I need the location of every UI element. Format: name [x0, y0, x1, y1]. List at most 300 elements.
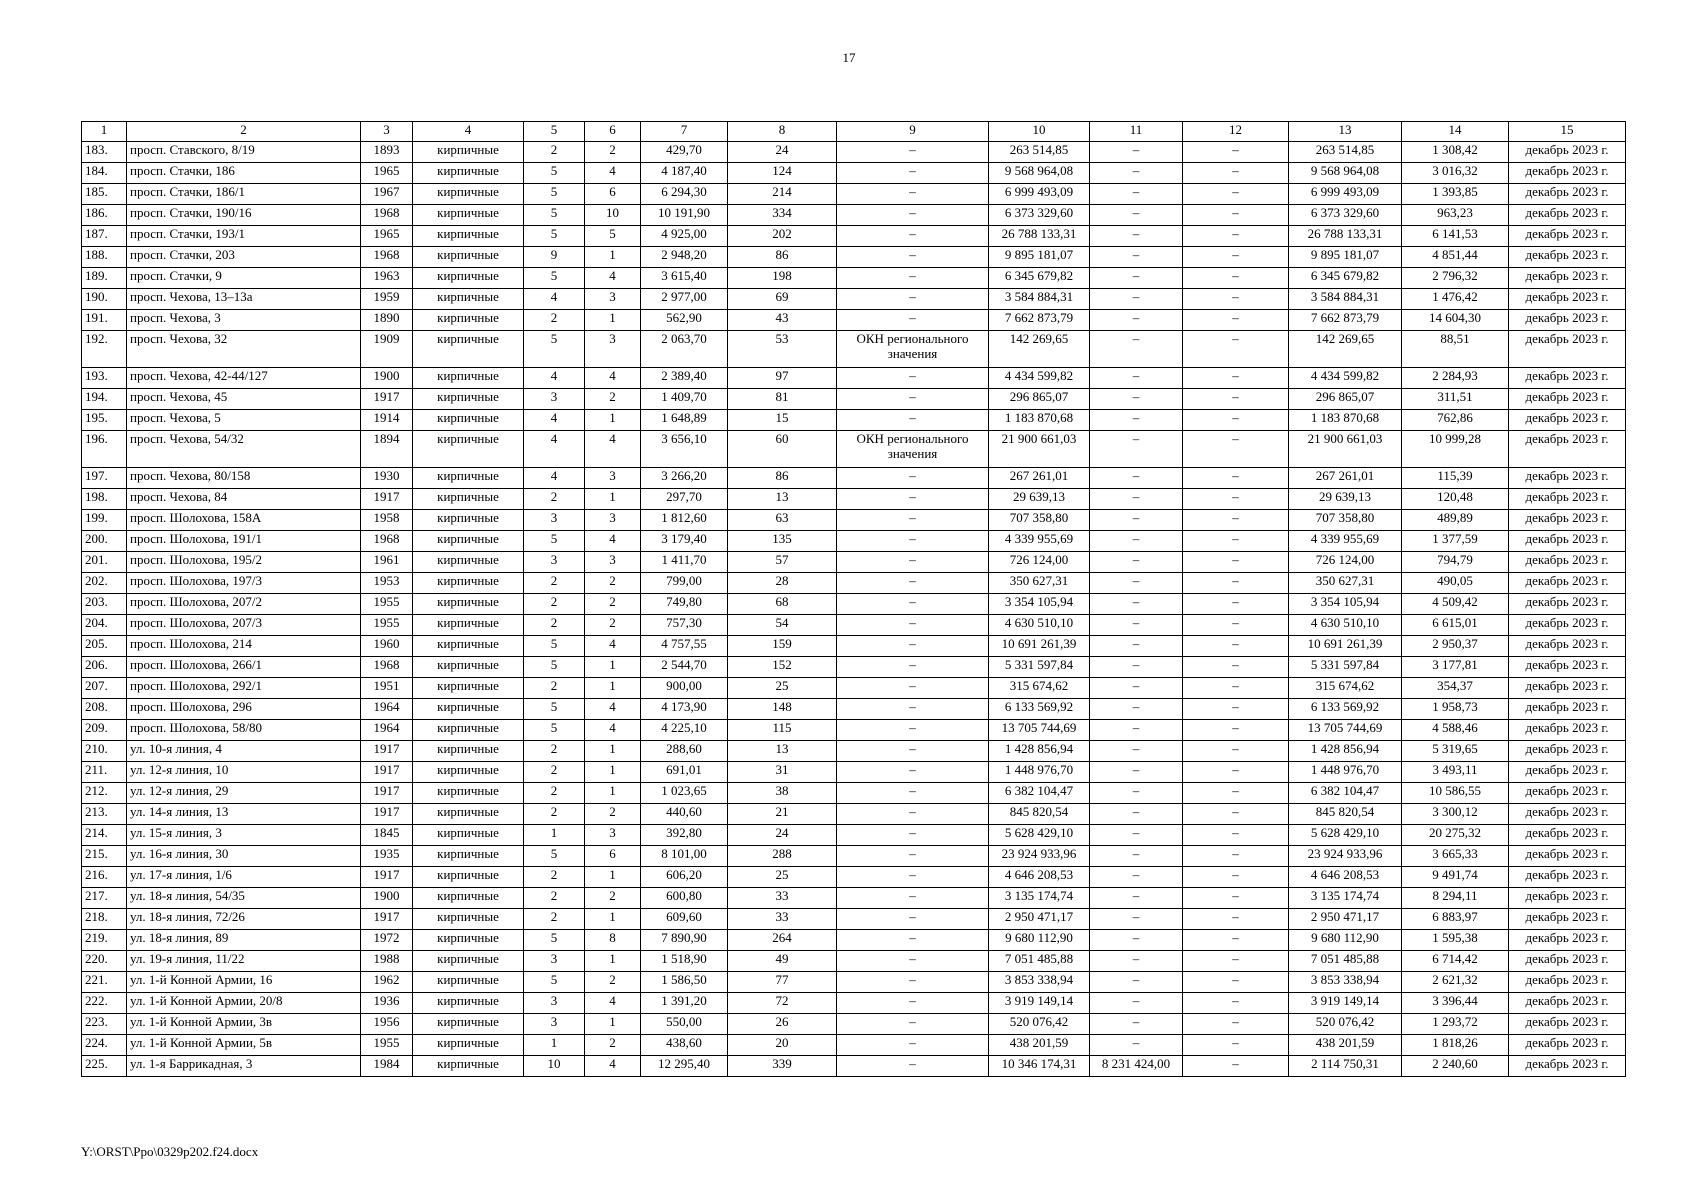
cell-area: 1 648,89 [641, 410, 728, 431]
cell-deadline: декабрь 2023 г. [1509, 678, 1626, 699]
cell-wall-material: кирпичные [413, 552, 524, 573]
cell-address: просп. Стачки, 186 [127, 163, 361, 184]
cell-heritage-status: – [837, 930, 989, 951]
cell-row-number: 199. [82, 510, 127, 531]
cell-cost-per-unit: 10 586,55 [1402, 783, 1509, 804]
cell-row-number: 189. [82, 268, 127, 289]
cell-entrances: 3 [585, 289, 641, 310]
table-row [82, 909, 1626, 930]
cell-entrances: 1 [585, 762, 641, 783]
cell-cost-per-unit: 3 493,11 [1402, 762, 1509, 783]
cell-row-number: 183. [82, 142, 127, 163]
cell-deadline: декабрь 2023 г. [1509, 804, 1626, 825]
table-row [82, 247, 1626, 268]
cell-cost-col-12: – [1183, 531, 1289, 552]
cell-residents: 15 [728, 410, 837, 431]
cell-cost-per-unit: 311,51 [1402, 389, 1509, 410]
cell-cost-col-12: – [1183, 657, 1289, 678]
cell-area: 440,60 [641, 804, 728, 825]
cell-area: 600,80 [641, 888, 728, 909]
cell-heritage-status: – [837, 951, 989, 972]
cell-cost-per-unit: 10 999,28 [1402, 431, 1509, 468]
cell-residents: 334 [728, 205, 837, 226]
cell-address: ул. 1-й Конной Армии, 20/8 [127, 993, 361, 1014]
cell-year-built: 1914 [361, 410, 413, 431]
cell-residents: 24 [728, 825, 837, 846]
cell-cost-col-12: – [1183, 1056, 1289, 1077]
cell-cost-col-11: – [1090, 289, 1183, 310]
cell-heritage-status: – [837, 678, 989, 699]
cell-year-built: 1917 [361, 489, 413, 510]
cell-year-built: 1965 [361, 226, 413, 247]
cell-row-number: 187. [82, 226, 127, 247]
cell-area: 7 890,90 [641, 930, 728, 951]
cell-cost-total: 726 124,00 [989, 552, 1090, 573]
cell-wall-material: кирпичные [413, 268, 524, 289]
cell-year-built: 1893 [361, 142, 413, 163]
cell-row-number: 197. [82, 468, 127, 489]
cell-area: 1 409,70 [641, 389, 728, 410]
cell-year-built: 1984 [361, 1056, 413, 1077]
cell-entrances: 6 [585, 184, 641, 205]
cell-heritage-status: – [837, 268, 989, 289]
cell-residents: 69 [728, 289, 837, 310]
cell-residents: 288 [728, 846, 837, 867]
cell-floors: 3 [524, 389, 585, 410]
cell-cost-col-13: 6 382 104,47 [1289, 783, 1402, 804]
cell-residents: 115 [728, 720, 837, 741]
cell-cost-per-unit: 354,37 [1402, 678, 1509, 699]
cell-area: 392,80 [641, 825, 728, 846]
table-row [82, 636, 1626, 657]
cell-cost-per-unit: 794,79 [1402, 552, 1509, 573]
cell-cost-col-11: – [1090, 368, 1183, 389]
cell-address: просп. Стачки, 190/16 [127, 205, 361, 226]
cell-area: 1 391,20 [641, 993, 728, 1014]
cell-floors: 5 [524, 184, 585, 205]
cell-floors: 5 [524, 972, 585, 993]
cell-cost-col-11: – [1090, 741, 1183, 762]
cell-area: 1 023,65 [641, 783, 728, 804]
cell-year-built: 1900 [361, 368, 413, 389]
cell-deadline: декабрь 2023 г. [1509, 930, 1626, 951]
cell-area: 562,90 [641, 310, 728, 331]
cell-cost-total: 3 584 884,31 [989, 289, 1090, 310]
cell-floors: 2 [524, 142, 585, 163]
cell-floors: 5 [524, 268, 585, 289]
cell-cost-total: 267 261,01 [989, 468, 1090, 489]
cell-deadline: декабрь 2023 г. [1509, 289, 1626, 310]
cell-address: просп. Чехова, 13–13а [127, 289, 361, 310]
cell-heritage-status: – [837, 741, 989, 762]
cell-row-number: 201. [82, 552, 127, 573]
cell-entrances: 4 [585, 368, 641, 389]
table-row [82, 310, 1626, 331]
cell-cost-col-13: 3 584 884,31 [1289, 289, 1402, 310]
cell-wall-material: кирпичные [413, 331, 524, 368]
cell-heritage-status: – [837, 142, 989, 163]
cell-address: просп. Чехова, 32 [127, 331, 361, 368]
cell-cost-col-13: 438 201,59 [1289, 1035, 1402, 1056]
cell-floors: 2 [524, 489, 585, 510]
cell-entrances: 4 [585, 268, 641, 289]
cell-cost-col-12: – [1183, 930, 1289, 951]
table-row [82, 825, 1626, 846]
cell-cost-col-11: – [1090, 163, 1183, 184]
cell-entrances: 1 [585, 909, 641, 930]
cell-entrances: 4 [585, 720, 641, 741]
cell-cost-col-12: – [1183, 331, 1289, 368]
cell-address: просп. Чехова, 45 [127, 389, 361, 410]
cell-year-built: 1930 [361, 468, 413, 489]
cell-floors: 5 [524, 720, 585, 741]
table-row [82, 1035, 1626, 1056]
cell-year-built: 1972 [361, 930, 413, 951]
cell-address: просп. Шолохова, 58/80 [127, 720, 361, 741]
cell-floors: 5 [524, 226, 585, 247]
cell-heritage-status: – [837, 615, 989, 636]
cell-cost-col-11: – [1090, 310, 1183, 331]
cell-entrances: 2 [585, 573, 641, 594]
cell-cost-col-12: – [1183, 993, 1289, 1014]
cell-cost-per-unit: 8 294,11 [1402, 888, 1509, 909]
cell-cost-col-11: – [1090, 657, 1183, 678]
column-header: 12 [1183, 122, 1289, 142]
cell-area: 3 656,10 [641, 431, 728, 468]
table-row [82, 552, 1626, 573]
cell-wall-material: кирпичные [413, 468, 524, 489]
cell-area: 1 518,90 [641, 951, 728, 972]
cell-deadline: декабрь 2023 г. [1509, 657, 1626, 678]
cell-cost-total: 438 201,59 [989, 1035, 1090, 1056]
cell-cost-col-13: 9 680 112,90 [1289, 930, 1402, 951]
cell-floors: 5 [524, 205, 585, 226]
cell-cost-col-13: 23 924 933,96 [1289, 846, 1402, 867]
cell-floors: 3 [524, 993, 585, 1014]
cell-residents: 13 [728, 741, 837, 762]
cell-cost-per-unit: 762,86 [1402, 410, 1509, 431]
cell-cost-per-unit: 3 396,44 [1402, 993, 1509, 1014]
cell-wall-material: кирпичные [413, 142, 524, 163]
cell-year-built: 1955 [361, 615, 413, 636]
cell-area: 4 757,55 [641, 636, 728, 657]
cell-heritage-status: – [837, 510, 989, 531]
cell-floors: 2 [524, 888, 585, 909]
cell-deadline: декабрь 2023 г. [1509, 699, 1626, 720]
cell-cost-col-11: – [1090, 720, 1183, 741]
cell-row-number: 190. [82, 289, 127, 310]
cell-cost-total: 3 135 174,74 [989, 888, 1090, 909]
cell-cost-total: 4 630 510,10 [989, 615, 1090, 636]
cell-cost-col-11: – [1090, 510, 1183, 531]
cell-cost-col-13: 142 269,65 [1289, 331, 1402, 368]
cell-wall-material: кирпичные [413, 289, 524, 310]
cell-area: 4 225,10 [641, 720, 728, 741]
cell-residents: 21 [728, 804, 837, 825]
cell-cost-col-12: – [1183, 247, 1289, 268]
cell-row-number: 193. [82, 368, 127, 389]
column-header: 15 [1509, 122, 1626, 142]
cell-floors: 4 [524, 289, 585, 310]
cell-cost-per-unit: 2 621,32 [1402, 972, 1509, 993]
cell-entrances: 4 [585, 163, 641, 184]
cell-row-number: 223. [82, 1014, 127, 1035]
cell-area: 1 812,60 [641, 510, 728, 531]
cell-address: ул. 18-я линия, 54/35 [127, 888, 361, 909]
cell-entrances: 1 [585, 867, 641, 888]
cell-deadline: декабрь 2023 г. [1509, 431, 1626, 468]
cell-cost-col-11: – [1090, 531, 1183, 552]
cell-deadline: декабрь 2023 г. [1509, 331, 1626, 368]
cell-row-number: 221. [82, 972, 127, 993]
cell-entrances: 1 [585, 489, 641, 510]
table-row [82, 993, 1626, 1014]
cell-residents: 202 [728, 226, 837, 247]
cell-cost-col-12: – [1183, 268, 1289, 289]
cell-cost-per-unit: 4 851,44 [1402, 247, 1509, 268]
cell-cost-col-12: – [1183, 552, 1289, 573]
cell-year-built: 1968 [361, 205, 413, 226]
cell-cost-total: 7 662 873,79 [989, 310, 1090, 331]
cell-cost-col-13: 5 628 429,10 [1289, 825, 1402, 846]
column-header: 9 [837, 122, 989, 142]
cell-entrances: 4 [585, 431, 641, 468]
cell-cost-col-12: – [1183, 615, 1289, 636]
cell-residents: 135 [728, 531, 837, 552]
cell-cost-col-11: – [1090, 972, 1183, 993]
cell-row-number: 206. [82, 657, 127, 678]
cell-cost-col-12: – [1183, 783, 1289, 804]
cell-cost-per-unit: 2 240,60 [1402, 1056, 1509, 1077]
table-row [82, 741, 1626, 762]
table-row [82, 657, 1626, 678]
cell-wall-material: кирпичные [413, 247, 524, 268]
cell-cost-col-13: 4 434 599,82 [1289, 368, 1402, 389]
table-row [82, 226, 1626, 247]
cell-deadline: декабрь 2023 г. [1509, 720, 1626, 741]
cell-year-built: 1845 [361, 825, 413, 846]
cell-deadline: декабрь 2023 г. [1509, 951, 1626, 972]
cell-cost-per-unit: 3 665,33 [1402, 846, 1509, 867]
cell-cost-col-13: 10 691 261,39 [1289, 636, 1402, 657]
cell-residents: 33 [728, 909, 837, 930]
cell-wall-material: кирпичные [413, 510, 524, 531]
cell-wall-material: кирпичные [413, 741, 524, 762]
cell-address: ул. 17-я линия, 1/6 [127, 867, 361, 888]
cell-cost-per-unit: 1 476,42 [1402, 289, 1509, 310]
cell-row-number: 184. [82, 163, 127, 184]
cell-cost-col-13: 29 639,13 [1289, 489, 1402, 510]
cell-floors: 4 [524, 368, 585, 389]
cell-area: 609,60 [641, 909, 728, 930]
cell-year-built: 1917 [361, 804, 413, 825]
cell-cost-col-11: – [1090, 594, 1183, 615]
cell-year-built: 1935 [361, 846, 413, 867]
cell-cost-col-13: 3 135 174,74 [1289, 888, 1402, 909]
cell-wall-material: кирпичные [413, 909, 524, 930]
cell-address: ул. 1-й Конной Армии, 16 [127, 972, 361, 993]
cell-wall-material: кирпичные [413, 1056, 524, 1077]
cell-cost-col-11: – [1090, 142, 1183, 163]
cell-cost-per-unit: 1 958,73 [1402, 699, 1509, 720]
cell-floors: 4 [524, 468, 585, 489]
cell-cost-col-13: 6 373 329,60 [1289, 205, 1402, 226]
cell-heritage-status: – [837, 888, 989, 909]
cell-cost-col-11: – [1090, 846, 1183, 867]
column-header: 5 [524, 122, 585, 142]
cell-cost-total: 13 705 744,69 [989, 720, 1090, 741]
cell-cost-total: 5 331 597,84 [989, 657, 1090, 678]
cell-cost-per-unit: 3 177,81 [1402, 657, 1509, 678]
column-header: 2 [127, 122, 361, 142]
cell-cost-per-unit: 6 714,42 [1402, 951, 1509, 972]
cell-cost-col-12: – [1183, 1014, 1289, 1035]
cell-address: ул. 10-я линия, 4 [127, 741, 361, 762]
cell-wall-material: кирпичные [413, 636, 524, 657]
table-row [82, 762, 1626, 783]
cell-floors: 5 [524, 331, 585, 368]
cell-area: 2 977,00 [641, 289, 728, 310]
cell-year-built: 1963 [361, 268, 413, 289]
cell-cost-col-12: – [1183, 431, 1289, 468]
cell-residents: 38 [728, 783, 837, 804]
cell-deadline: декабрь 2023 г. [1509, 594, 1626, 615]
cell-residents: 31 [728, 762, 837, 783]
cell-wall-material: кирпичные [413, 846, 524, 867]
cell-cost-per-unit: 6 615,01 [1402, 615, 1509, 636]
table-row [82, 888, 1626, 909]
cell-cost-col-13: 707 358,80 [1289, 510, 1402, 531]
cell-entrances: 2 [585, 594, 641, 615]
cell-cost-col-11: – [1090, 699, 1183, 720]
cell-wall-material: кирпичные [413, 573, 524, 594]
cell-deadline: декабрь 2023 г. [1509, 846, 1626, 867]
cell-deadline: декабрь 2023 г. [1509, 510, 1626, 531]
cell-wall-material: кирпичные [413, 184, 524, 205]
cell-area: 297,70 [641, 489, 728, 510]
cell-heritage-status: – [837, 289, 989, 310]
cell-year-built: 1968 [361, 657, 413, 678]
cell-cost-col-13: 296 865,07 [1289, 389, 1402, 410]
cell-cost-col-11: – [1090, 1014, 1183, 1035]
cell-heritage-status: – [837, 410, 989, 431]
table-row [82, 489, 1626, 510]
cell-cost-col-11: – [1090, 431, 1183, 468]
cell-cost-col-11: 8 231 424,00 [1090, 1056, 1183, 1077]
cell-deadline: декабрь 2023 г. [1509, 163, 1626, 184]
cell-floors: 2 [524, 909, 585, 930]
cell-row-number: 214. [82, 825, 127, 846]
cell-cost-total: 10 346 174,31 [989, 1056, 1090, 1077]
table-row [82, 268, 1626, 289]
table-row [82, 573, 1626, 594]
cell-deadline: декабрь 2023 г. [1509, 368, 1626, 389]
cell-floors: 3 [524, 552, 585, 573]
cell-row-number: 207. [82, 678, 127, 699]
cell-cost-per-unit: 4 509,42 [1402, 594, 1509, 615]
cell-residents: 49 [728, 951, 837, 972]
cell-wall-material: кирпичные [413, 867, 524, 888]
cell-row-number: 215. [82, 846, 127, 867]
cell-address: просп. Шолохова, 292/1 [127, 678, 361, 699]
cell-heritage-status: – [837, 489, 989, 510]
cell-residents: 86 [728, 247, 837, 268]
cell-deadline: декабрь 2023 г. [1509, 762, 1626, 783]
cell-residents: 26 [728, 1014, 837, 1035]
cell-cost-col-12: – [1183, 846, 1289, 867]
cell-cost-per-unit: 9 491,74 [1402, 867, 1509, 888]
cell-address: ул. 16-я линия, 30 [127, 846, 361, 867]
cell-residents: 28 [728, 573, 837, 594]
cell-address: просп. Чехова, 3 [127, 310, 361, 331]
cell-address: ул. 18-я линия, 89 [127, 930, 361, 951]
cell-deadline: декабрь 2023 г. [1509, 1056, 1626, 1077]
cell-entrances: 2 [585, 1035, 641, 1056]
cell-row-number: 213. [82, 804, 127, 825]
cell-entrances: 4 [585, 636, 641, 657]
cell-floors: 3 [524, 510, 585, 531]
column-header: 8 [728, 122, 837, 142]
cell-cost-col-11: – [1090, 331, 1183, 368]
cell-cost-total: 6 999 493,09 [989, 184, 1090, 205]
cell-residents: 25 [728, 678, 837, 699]
cell-cost-col-12: – [1183, 909, 1289, 930]
cell-cost-col-12: – [1183, 389, 1289, 410]
cell-cost-col-12: – [1183, 720, 1289, 741]
cell-year-built: 1958 [361, 510, 413, 531]
cell-heritage-status: – [837, 573, 989, 594]
cell-cost-per-unit: 2 796,32 [1402, 268, 1509, 289]
cell-heritage-status: – [837, 825, 989, 846]
cell-entrances: 1 [585, 247, 641, 268]
cell-year-built: 1955 [361, 594, 413, 615]
cell-year-built: 1953 [361, 573, 413, 594]
cell-heritage-status: – [837, 247, 989, 268]
cell-cost-per-unit: 1 377,59 [1402, 531, 1509, 552]
cell-wall-material: кирпичные [413, 431, 524, 468]
cell-floors: 2 [524, 762, 585, 783]
cell-cost-col-12: – [1183, 289, 1289, 310]
cell-cost-col-13: 9 568 964,08 [1289, 163, 1402, 184]
cell-wall-material: кирпичные [413, 389, 524, 410]
cell-cost-col-12: – [1183, 1035, 1289, 1056]
cell-entrances: 1 [585, 310, 641, 331]
cell-area: 438,60 [641, 1035, 728, 1056]
cell-cost-col-12: – [1183, 699, 1289, 720]
cell-deadline: декабрь 2023 г. [1509, 615, 1626, 636]
cell-wall-material: кирпичные [413, 310, 524, 331]
cell-heritage-status: – [837, 909, 989, 930]
cell-heritage-status: – [837, 184, 989, 205]
cell-address: ул. 12-я линия, 10 [127, 762, 361, 783]
cell-entrances: 3 [585, 331, 641, 368]
cell-cost-col-13: 26 788 133,31 [1289, 226, 1402, 247]
cell-entrances: 1 [585, 657, 641, 678]
cell-row-number: 216. [82, 867, 127, 888]
cell-entrances: 10 [585, 205, 641, 226]
cell-heritage-status: – [837, 762, 989, 783]
cell-floors: 2 [524, 594, 585, 615]
cell-cost-col-11: – [1090, 636, 1183, 657]
cell-cost-col-12: – [1183, 163, 1289, 184]
cell-area: 3 266,20 [641, 468, 728, 489]
cell-cost-col-11: – [1090, 951, 1183, 972]
cell-heritage-status: – [837, 163, 989, 184]
cell-floors: 5 [524, 531, 585, 552]
cell-wall-material: кирпичные [413, 888, 524, 909]
cell-year-built: 1894 [361, 431, 413, 468]
cell-row-number: 205. [82, 636, 127, 657]
